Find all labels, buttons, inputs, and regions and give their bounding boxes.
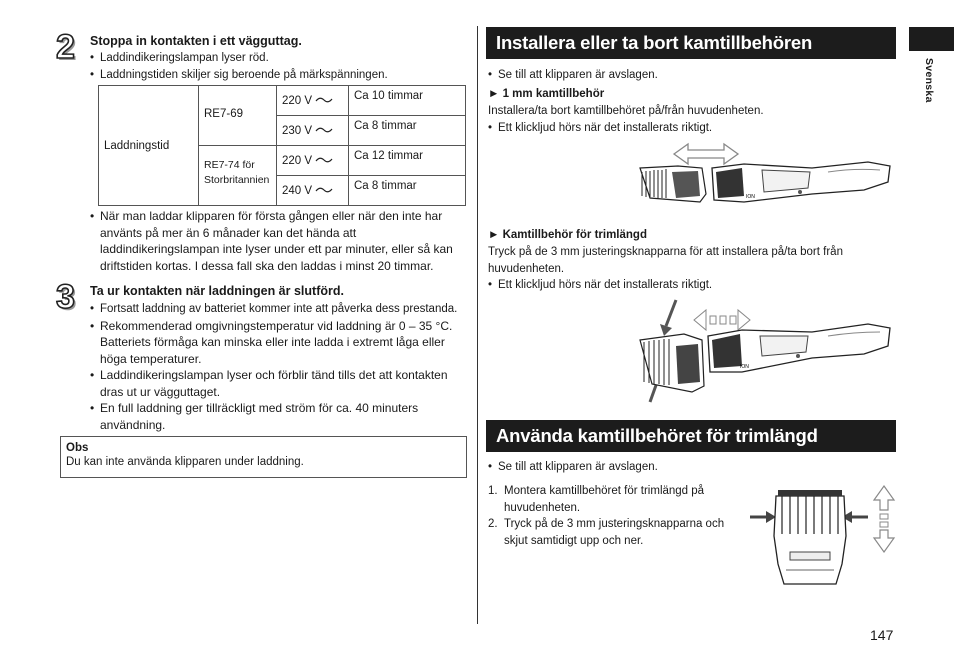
- obs-body: Du kan inte använda klipparen under laddning.: [66, 456, 304, 468]
- time-cell: Ca 10 timmar: [349, 86, 466, 116]
- step3-title: Ta ur kontakten när laddningen är slutförd.: [90, 284, 344, 298]
- time-cell: Ca 12 timmar: [349, 146, 466, 176]
- clipper-body: [708, 324, 890, 372]
- step3-bullet: • Laddindikeringslampan lyser och förblir tänd tills det att kontakten dras ut ur vägguttaget.: [90, 367, 470, 400]
- sub1-title: ► 1 mm kamtillbehör: [488, 88, 605, 100]
- clipper-1mm-comb-illustration: [632, 138, 894, 212]
- step2-bullets: [90, 50, 470, 83]
- step3-bullet: • Fortsatt laddning av batteriet kommer inte att påverka dess prestanda.: [90, 301, 470, 318]
- sub1-bullets: [488, 120, 888, 137]
- sub2-bullet: • Ett klickljud hörs när det installerats riktigt.: [488, 277, 888, 294]
- charging-time-table: [98, 85, 466, 206]
- comb-attachment: [640, 166, 706, 202]
- step3-bullet: • Rekommenderad omgivningstemperatur vid laddning är 0 – 35 °C. Batteriets förmåga kan minska eller inte ladda i extremt låga eller höga temperaturer.: [90, 318, 470, 368]
- page-number: 147: [870, 627, 894, 643]
- obs-box: [60, 436, 467, 478]
- trim-comb-attachment: [640, 334, 704, 392]
- sub2-text: Tryck på de 3 mm justeringsknapparna för att installera på/ta bort från huvudenheten.: [488, 246, 843, 275]
- ac-wave-icon: [315, 156, 333, 164]
- push-arrow-right-icon: [750, 511, 776, 523]
- trim-comb-front-illustration: [746, 482, 896, 586]
- clipper-trim-comb-illustration: [632, 296, 894, 408]
- language-label: Svenska: [923, 58, 935, 103]
- sub2-bullets: [488, 277, 888, 294]
- step3-bullet: • En full laddning ger tillräckligt med ström för ca. 40 minuters användning.: [90, 400, 470, 433]
- step2-note-item: • När man laddar klipparen för första gången eller när den inte har använts på mer än 6 månader kan det hända att laddindikeringslampan inte lyser under ett par minuter, eller så kan driftstiden kortas. I dessa fall ska den laddas i minst 20 timmar.: [90, 208, 470, 274]
- step2-bullet: • Laddningstiden skiljer sig beroende på märkspänningen.: [90, 67, 470, 84]
- clipper-body: [712, 162, 890, 202]
- triangle-right-icon: ►: [488, 88, 503, 100]
- triangle-right-icon: ►: [488, 229, 503, 241]
- table-row-header: Laddningstid: [99, 86, 199, 206]
- step2-title: Stoppa in kontakten i ett vägguttag.: [90, 34, 302, 48]
- dashed-double-arrow-icon: [694, 310, 750, 330]
- voltage-cell: 220 V: [277, 86, 349, 116]
- model-cell: RE7-69: [199, 86, 277, 146]
- obs-title: Obs: [66, 442, 89, 454]
- install-section-title: Installera eller ta bort kamtillbehören: [486, 27, 896, 59]
- ac-wave-icon: [315, 126, 333, 134]
- use-bullet: • Se till att klipparen är avslagen.: [488, 459, 888, 476]
- use-bullets: [488, 459, 888, 476]
- install-bullet: • Se till att klipparen är avslagen.: [488, 67, 888, 84]
- step-number-3: 3: [56, 278, 75, 316]
- step3-bullets: [90, 301, 470, 433]
- ac-wave-icon: [315, 96, 333, 104]
- voltage-cell: 230 V: [277, 116, 349, 146]
- use-steps: [488, 483, 758, 549]
- voltage-cell: 220 V: [277, 146, 349, 176]
- sub1-bullet: • Ett klickljud hörs när det installerats riktigt.: [488, 120, 888, 137]
- model-cell: RE7-74 för Storbritannien: [199, 146, 277, 206]
- svg-text:ION: ION: [746, 194, 755, 200]
- language-tab: [909, 27, 954, 51]
- voltage-cell: 240 V: [277, 176, 349, 206]
- comb-front: [774, 490, 846, 584]
- sub1-text: Installera/ta bort kamtillbehöret på/från huvudenheten.: [488, 105, 764, 117]
- column-divider: [477, 26, 478, 624]
- ac-wave-icon: [315, 186, 333, 194]
- step2-bullet: • Laddindikeringslampan lyser röd.: [90, 50, 470, 67]
- use-step: 1. Montera kamtillbehöret för trimlängd på huvudenheten.: [488, 485, 705, 514]
- step2-note: [90, 208, 470, 274]
- svg-text:ION: ION: [740, 364, 749, 370]
- sub2-title: ► Kamtillbehör för trimlängd: [488, 229, 647, 241]
- install-bullets: [488, 67, 888, 84]
- use-section-title: Använda kamtillbehöret för trimlängd: [486, 420, 896, 452]
- up-down-arrow-icon: [874, 486, 894, 552]
- double-arrow-icon: [674, 144, 738, 164]
- use-step: 2. Tryck på de 3 mm justeringsknapparna och skjut samtidigt upp och ner.: [488, 518, 725, 547]
- time-cell: Ca 8 timmar: [349, 116, 466, 146]
- time-cell: Ca 8 timmar: [349, 176, 466, 206]
- push-arrow-down-icon: [660, 300, 676, 336]
- step-number-2: 2: [56, 28, 75, 66]
